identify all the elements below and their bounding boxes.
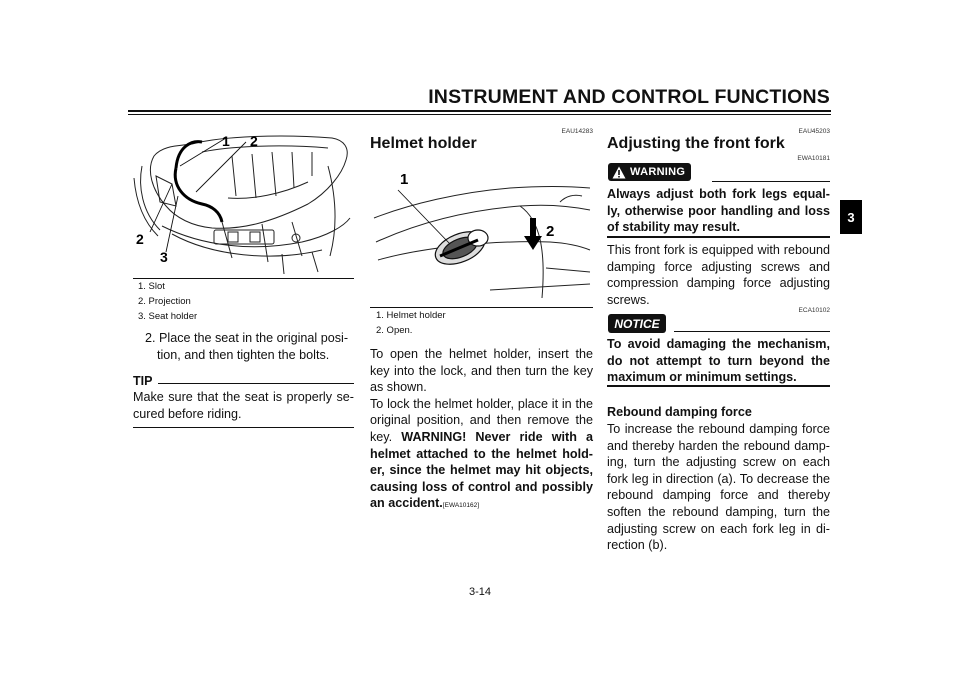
tip-text: Make sure that the seat is properly se-cured before riding. (133, 390, 354, 421)
front-fork-heading: Adjusting the front fork (607, 135, 785, 152)
notice-rule-top (674, 331, 830, 332)
figure-captions (138, 279, 197, 324)
open-instructions: To open the helmet holder, insert the key into the lock, and then turn the key as shown. (370, 347, 593, 395)
header-rule-thin (128, 114, 831, 115)
warning-triangle-icon (612, 166, 626, 179)
warning-label: WARNING (630, 166, 686, 178)
step-2-line1: 2. Place the seat in the original posi- (145, 331, 349, 345)
callout-2: 2 (546, 223, 555, 240)
helmet-holder-body (370, 346, 593, 515)
inline-warning: WARNING! Never ride with a helmet attached to the helmet hold-er, since the helmet may hit objects, causing loss of control and possibly an accident. (370, 429, 593, 511)
step-2 (145, 330, 355, 363)
warning-code: EWA10181 (797, 155, 830, 162)
caption-open: 2. Open. (376, 325, 413, 336)
warning-badge (608, 163, 691, 181)
tip-rule-bottom (133, 427, 354, 428)
callout-2: 2 (250, 133, 258, 149)
header-rule (128, 110, 831, 112)
notice-rule-bottom (607, 385, 830, 387)
notice-code: ECA10102 (798, 307, 830, 314)
lock-instructions-text: To lock the helmet holder, place it in the original position, and then remove the key. (370, 396, 593, 444)
page-header-title: INSTRUMENT AND CONTROL FUNCTIONS (428, 86, 830, 108)
caption-helmet-holder: 1. Helmet holder (376, 310, 446, 321)
callout-2b: 2 (136, 231, 144, 247)
helmet-holder-heading: Helmet holder (370, 135, 477, 152)
notice-badge: NOTICE (608, 314, 666, 333)
warning-text: Always adjust both fork legs equal-ly, otherwise poor handling and loss of stability may result. (607, 187, 830, 235)
rebound-subheading: Rebound damping force (607, 405, 752, 419)
page-number: 3-14 (468, 586, 492, 598)
inline-warning-code: [EWA10162] (442, 502, 480, 510)
tip-label: TIP (133, 374, 153, 388)
callout-1: 1 (222, 133, 230, 149)
rebound-text: To increase the rebound damping force and thereby harden the rebound damp-ing, turn the adjusting screw on each fork leg in direction (a). To decrease the rebound damping force and thereby soften the rebound damping, turn the adjusting screw on each fork leg in di-rection (b). (607, 422, 830, 553)
helmet-holder-illustration (370, 160, 592, 302)
warning-rule-bottom (607, 236, 830, 238)
warning-rule-top (712, 181, 830, 182)
chapter-tab: 3 (840, 200, 862, 234)
tip-rule-top (158, 383, 354, 384)
caption-projection: 2. Projection (138, 296, 191, 307)
notice-text: To avoid damaging the mechanism, do not attempt to turn beyond the maximum or minimum settings. (607, 337, 830, 385)
caption-slot: 1. Slot (138, 281, 165, 292)
lock-instructions (370, 396, 593, 515)
step-2-line2: tion, and then tighten the bolts. (157, 347, 330, 362)
caption-seat-holder: 3. Seat holder (138, 311, 198, 322)
fork-intro: This front fork is equipped with rebound damping force adjusting screws and compression damping force adjusting screws. (607, 243, 830, 307)
callout-1: 1 (400, 171, 409, 188)
section-code: EAU14283 (561, 128, 593, 135)
section-code: EAU45203 (798, 128, 830, 135)
figure-captions (376, 308, 446, 338)
seat-illustration (132, 126, 354, 276)
callout-3: 3 (160, 249, 168, 265)
